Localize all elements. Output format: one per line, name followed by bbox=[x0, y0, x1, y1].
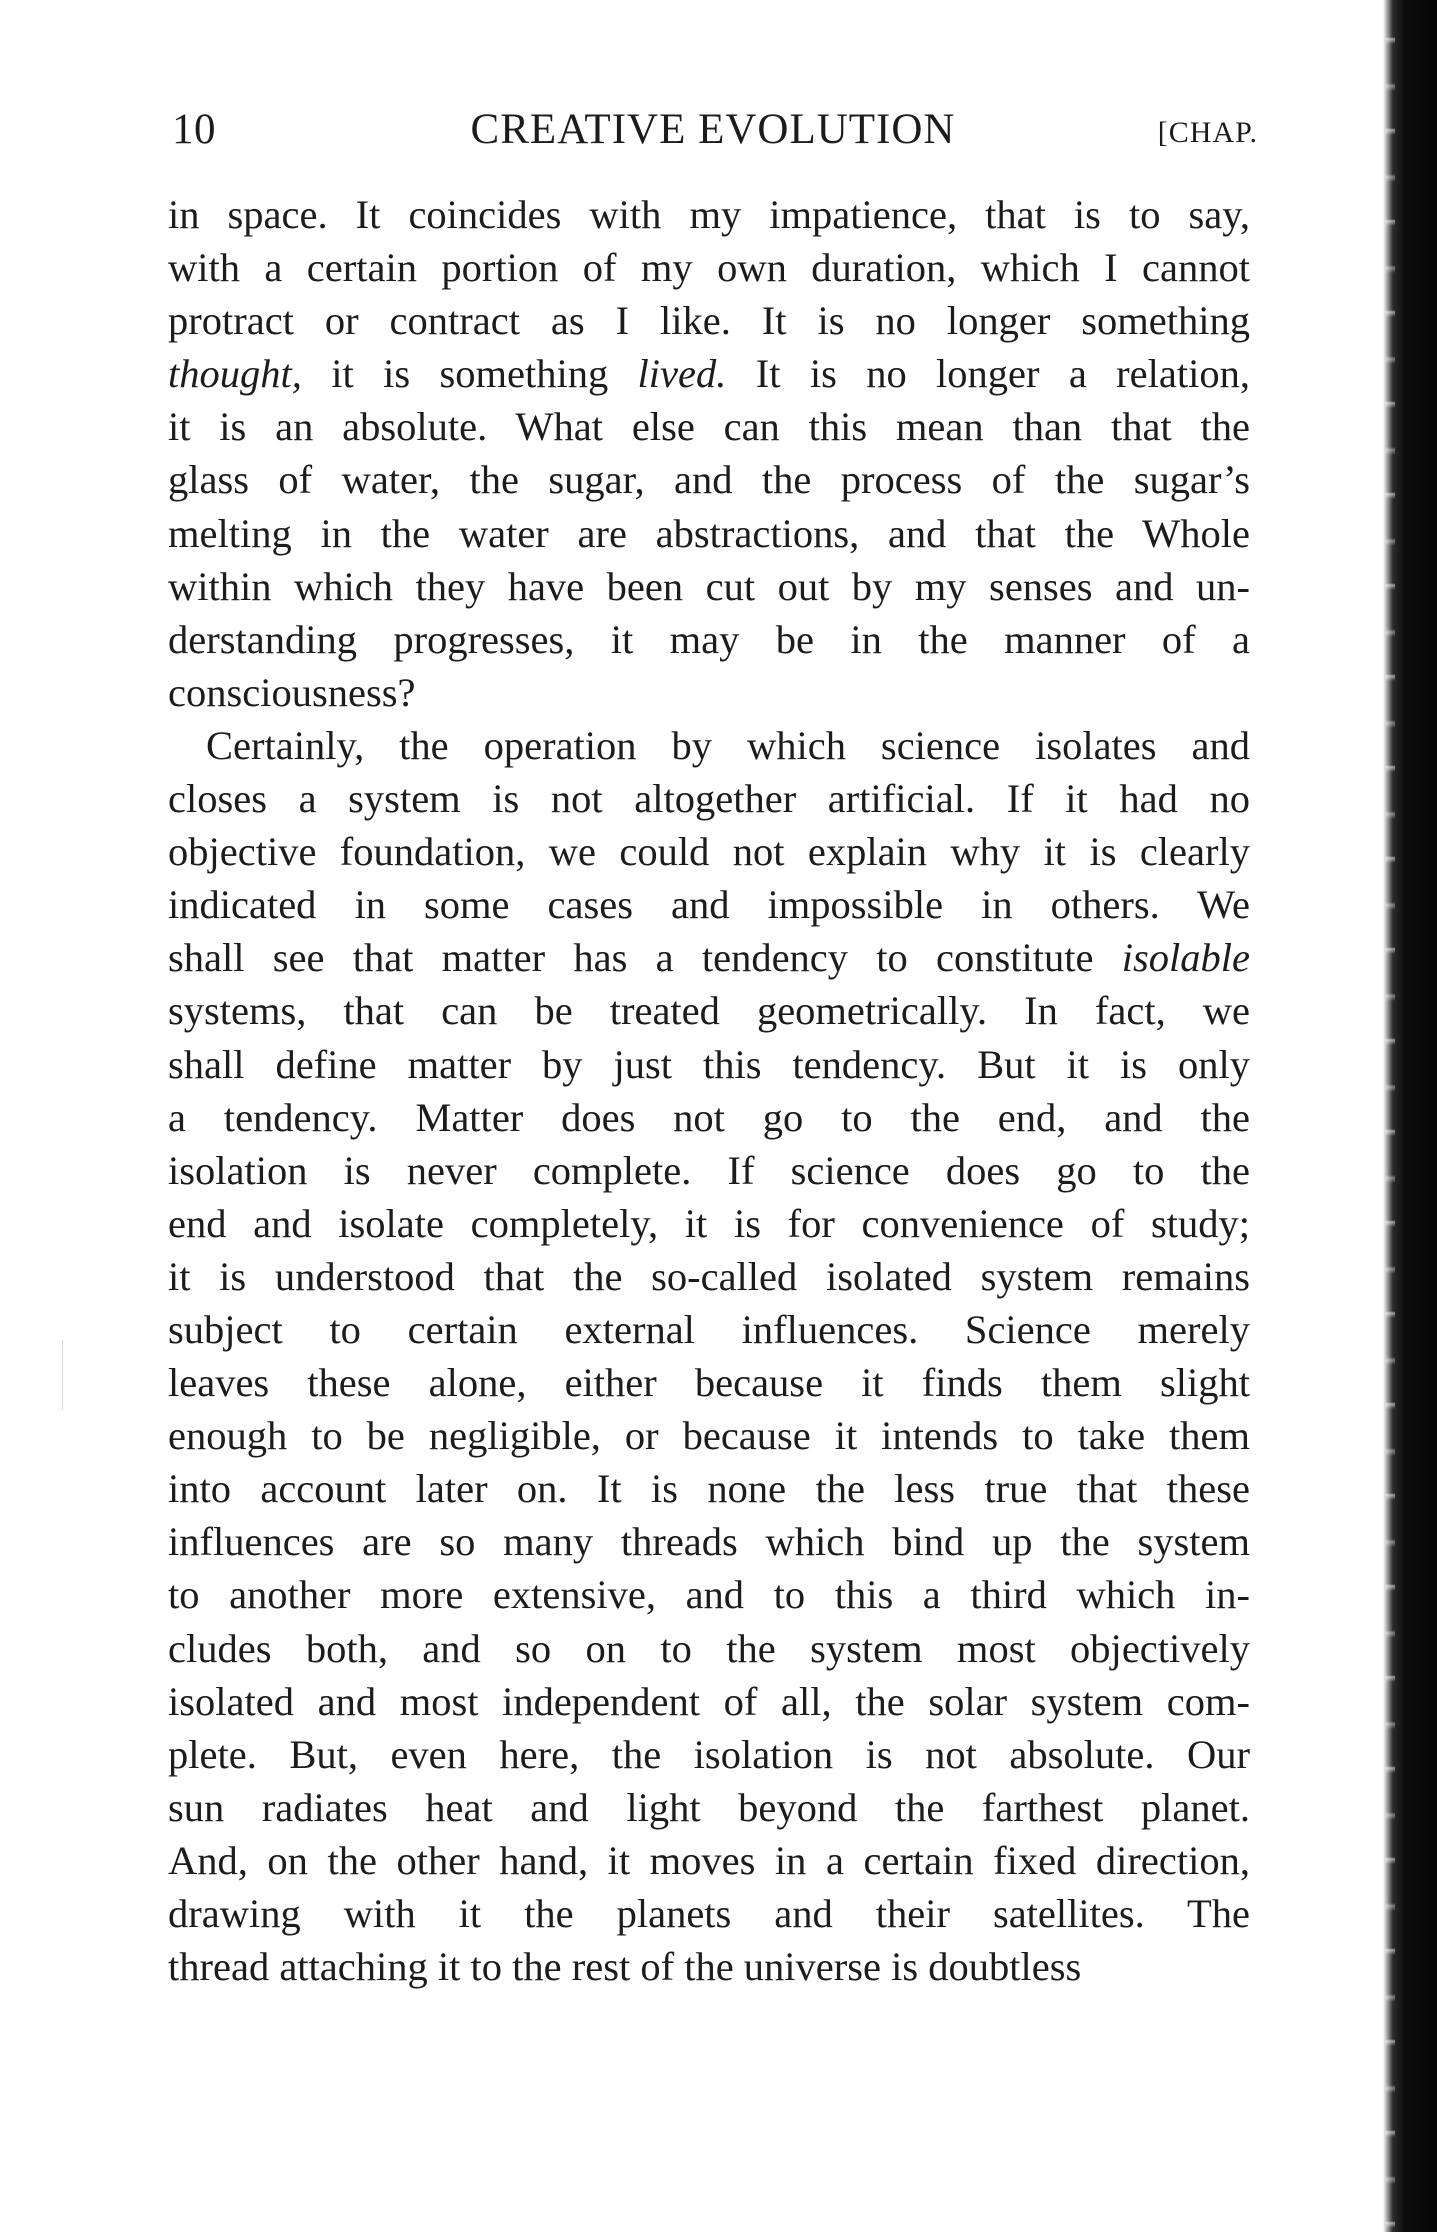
text-line bbox=[168, 931, 1250, 984]
text-segment: leaves these alone, either because it finds them slight bbox=[168, 1360, 1250, 1406]
text-line bbox=[168, 825, 1250, 878]
text-line bbox=[168, 347, 1250, 400]
text-segment: melting in the water are abstractions, and that the Whole bbox=[168, 510, 1250, 556]
text-segment: isolated and most independent of all, the solar system com- bbox=[168, 1678, 1250, 1724]
text-segment: in space. It coincides with my impatience, that is to say, bbox=[168, 192, 1250, 237]
text-line bbox=[168, 1568, 1250, 1621]
text-segment: protract or contract as I like. It is no longer something bbox=[168, 298, 1250, 344]
italic-text: thought, bbox=[168, 351, 302, 397]
text-segment: enough to be negligible, or because it intends to take them bbox=[168, 1413, 1250, 1459]
text-line bbox=[168, 1728, 1250, 1781]
text-line bbox=[168, 666, 1250, 719]
text-line bbox=[168, 294, 1250, 347]
text-segment: indicated in some cases and impossible in others. We bbox=[168, 882, 1250, 928]
text-line bbox=[168, 1250, 1250, 1303]
text-line bbox=[168, 560, 1250, 613]
binding-edge bbox=[1383, 0, 1437, 2232]
text-segment: isolation is never complete. If science does go to the bbox=[168, 1147, 1250, 1193]
text-line bbox=[168, 1462, 1250, 1515]
chapter-mark: [CHAP. bbox=[1157, 116, 1258, 149]
text-line bbox=[168, 453, 1250, 506]
text-line bbox=[168, 878, 1250, 931]
text-segment: it is something bbox=[301, 351, 638, 397]
text-segment: consciousness? bbox=[168, 669, 416, 715]
text-segment: glass of water, the sugar, and the process of the sugar’s bbox=[168, 457, 1250, 503]
text-segment: into account later on. It is none the less true that these bbox=[168, 1466, 1250, 1512]
text-line bbox=[168, 1197, 1250, 1250]
text-segment: Certainly, the operation by which science isolates and bbox=[206, 722, 1250, 768]
text-segment: it is understood that the so-called isolated system remains bbox=[168, 1253, 1250, 1299]
text-line bbox=[168, 1356, 1250, 1409]
running-head bbox=[168, 100, 1258, 160]
text-line bbox=[168, 1675, 1250, 1728]
text-line bbox=[168, 1781, 1250, 1834]
text-segment: to another more extensive, and to this a third which in- bbox=[168, 1572, 1250, 1618]
text-segment: sun radiates heat and light beyond the farthest planet. bbox=[168, 1784, 1250, 1830]
paragraph bbox=[168, 719, 1250, 1993]
text-segment: with a certain portion of my own duration, which I cannot bbox=[168, 245, 1250, 291]
text-segment: plete. But, even here, the isolation is not absolute. Our bbox=[168, 1731, 1250, 1777]
text-segment: closes a system is not altogether artificial. If it had no bbox=[168, 776, 1250, 822]
text-segment: influences are so many threads which bind up the system bbox=[168, 1519, 1250, 1565]
text-line bbox=[168, 1144, 1250, 1197]
text-line bbox=[168, 1409, 1250, 1462]
text-line bbox=[168, 1515, 1250, 1568]
text-segment: shall define matter by just this tendency. But it is only bbox=[168, 1041, 1250, 1087]
text-segment: it is an absolute. What else can this mean than that the bbox=[168, 404, 1250, 450]
text-segment: end and isolate completely, it is for convenience of study; bbox=[168, 1200, 1250, 1246]
text-line bbox=[168, 1622, 1250, 1675]
text-line bbox=[168, 241, 1250, 294]
text-line bbox=[168, 400, 1250, 453]
text-segment: within which they have been cut out by my senses and un- bbox=[168, 563, 1250, 609]
scan-artifact bbox=[62, 1340, 63, 1410]
text-segment: shall see that matter has a tendency to constitute bbox=[168, 935, 1122, 981]
body-text bbox=[168, 188, 1250, 1993]
text-line bbox=[168, 1303, 1250, 1356]
italic-text: isolable bbox=[1121, 935, 1250, 981]
text-line bbox=[168, 984, 1250, 1037]
text-segment: It is no longer a relation, bbox=[726, 351, 1250, 397]
text-line bbox=[168, 1887, 1250, 1940]
text-segment: objective foundation, we could not explain why it is clearly bbox=[168, 829, 1250, 875]
paragraph bbox=[168, 188, 1250, 719]
text-segment: systems, that can be treated geometrically. In fact, we bbox=[168, 988, 1250, 1034]
italic-text: lived. bbox=[637, 351, 727, 397]
text-line bbox=[168, 1091, 1250, 1144]
text-line bbox=[168, 507, 1250, 560]
text-line bbox=[168, 719, 1250, 772]
text-line bbox=[168, 1940, 1250, 1993]
text-segment: thread attaching it to the rest of the universe is doubtless bbox=[168, 1944, 1082, 1990]
text-segment: derstanding progresses, it may be in the manner of a bbox=[168, 616, 1250, 662]
text-line bbox=[168, 188, 1250, 241]
text-segment: drawing with it the planets and their satellites. The bbox=[168, 1891, 1250, 1936]
text-line bbox=[168, 613, 1250, 666]
running-title: CREATIVE EVOLUTION bbox=[470, 106, 956, 153]
text-segment: And, on the other hand, it moves in a certain fixed direction, bbox=[168, 1837, 1250, 1883]
text-line bbox=[168, 1038, 1250, 1091]
text-segment: a tendency. Matter does not go to the end, and the bbox=[168, 1094, 1250, 1140]
text-segment: subject to certain external influences. Science merely bbox=[168, 1306, 1250, 1352]
text-line bbox=[168, 772, 1250, 825]
text-line bbox=[168, 1834, 1250, 1887]
text-segment: cludes both, and so on to the system most objectively bbox=[168, 1625, 1250, 1671]
page-number: 10 bbox=[172, 106, 216, 153]
